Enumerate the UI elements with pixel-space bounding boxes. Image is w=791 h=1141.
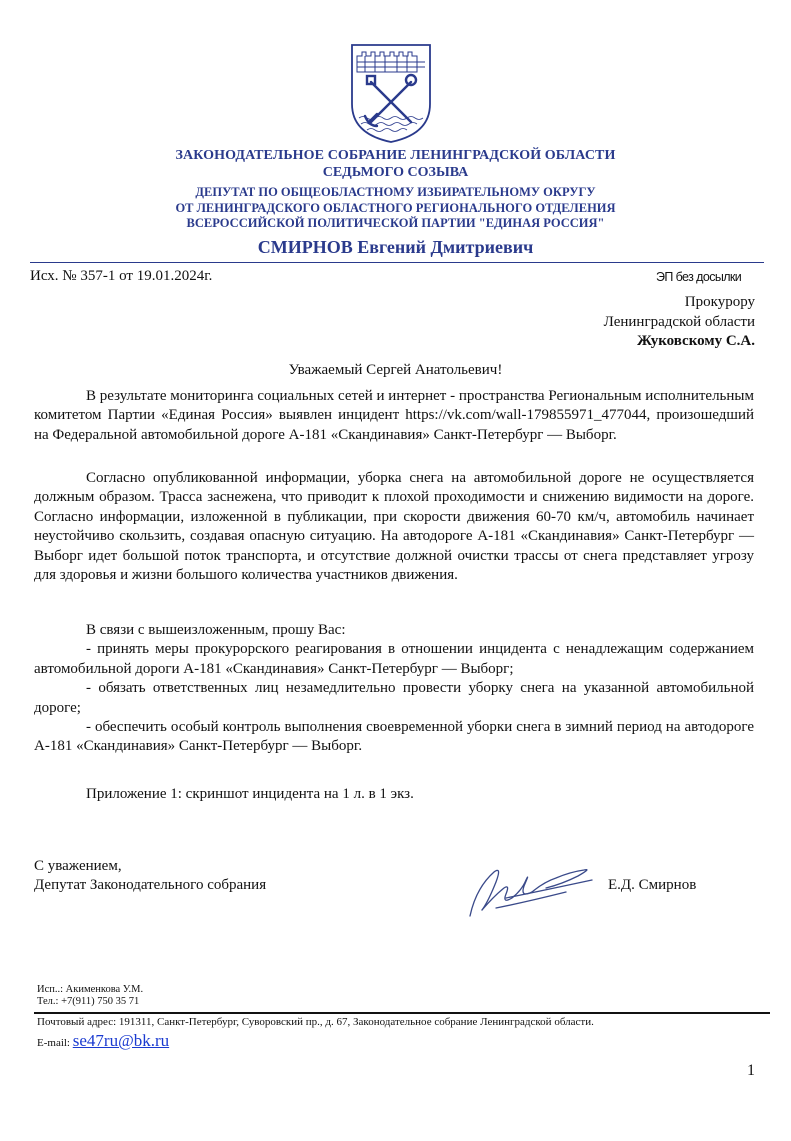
- request-item: - обязать ответственных лиц незамедлительно провести уборку снега на указанной автомобильной дороге;: [34, 680, 754, 716]
- postal-label: Почтовый адрес:: [37, 1016, 117, 1028]
- deputy-title-line1: ДЕПУТАТ ПО ОБЩЕОБЛАСТНОМУ ИЗБИРАТЕЛЬНОМУ ОКРУГУ: [195, 185, 596, 199]
- signer-position: Депутат Законодательного собрания: [34, 877, 267, 893]
- addressee-name: Жуковскому С.А.: [637, 333, 755, 349]
- deputy-title-line2: ОТ ЛЕНИНГРАДСКОГО ОБЛАСТНОГО РЕГИОНАЛЬНОГО ОТДЕЛЕНИЯ: [175, 200, 616, 215]
- paragraph-details: [34, 469, 754, 585]
- handwritten-signature: [466, 858, 598, 922]
- paragraph-text: В результате мониторинга социальных сетей и интернет - пространства Региональным исполнительным комитетом Партии «Единая Россия» выявлен инцидент https://vk.com/wall-179855971_477044, произошедший на Федеральной автомобильной дороге А-181 «Скандинавия» Санкт-Петербург — Выборг.: [34, 388, 754, 443]
- regards: С уважением,: [34, 858, 122, 874]
- deputy-name: СМИРНОВ Евгений Дмитриевич: [257, 237, 534, 257]
- delivery-stamp: ЭП без досылки: [656, 270, 742, 284]
- executor-phone: Тел.: +7(911) 750 35 71: [37, 996, 140, 1007]
- request-item: - обеспечить особый контроль выполнения своевременной уборки снега в зимний период на автодороге А-181 «Скандинавия» Санкт-Петербург — Выборг.: [34, 719, 754, 755]
- signer-name: Е.Д. Смирнов: [608, 877, 697, 893]
- request-block: [34, 621, 754, 757]
- attachment-note: Приложение 1: скриншот инцидента на 1 л. в 1 экз.: [86, 786, 414, 802]
- request-lead: В связи с вышеизложенным, прошу Вас:: [86, 622, 346, 638]
- addressee-region: Ленинградской области: [603, 314, 755, 330]
- addressee-position: Прокурору: [684, 294, 755, 310]
- email-line: [37, 1031, 169, 1051]
- deputy-title: [0, 185, 791, 232]
- convocation: СЕДЬМОГО СОЗЫВА: [322, 165, 469, 180]
- executor: Исп..: Акименкова У.М.: [37, 984, 144, 995]
- coat-of-arms-icon: [349, 42, 433, 144]
- greeting: Уважаемый Сергей Анатольевич!: [288, 362, 503, 378]
- legislature-name: ЗАКОНОДАТЕЛЬНОЕ СОБРАНИЕ ЛЕНИНГРАДСКОЙ ОБЛАСТИ: [175, 148, 616, 163]
- footer-divider: [34, 1012, 770, 1014]
- page-number: 1: [747, 1062, 755, 1079]
- postal-value: 191311, Санкт-Петербург, Суворовский пр., д. 67, Законодательное собрание Ленинградской области.: [118, 1016, 594, 1028]
- email-label: E-mail:: [37, 1037, 70, 1049]
- email-link[interactable]: se47ru@bk.ru: [72, 1031, 170, 1050]
- request-item: - принять меры прокурорского реагирования в отношении инцидента с ненадлежащим содержанием автомобильной дороги А-181 «Скандинавия» Санкт-Петербург — Выборг;: [34, 641, 754, 677]
- paragraph-text: Согласно опубликованной информации, уборка снега на автомобильной дороге не осуществляется должным образом. Трасса заснежена, что приводит к плохой проходимости и снижению видимости на дороге. Согласно информации, изложенной в публикации, при скорости движения 60-70 км/ч, автомобиль начинает неустойчиво скользить, создавая опасную ситуацию. На автодороге А-181 «Скандинавия» Санкт-Петербург — Выборг идет большой поток транспорта, и отсутствие должной очистки трассы от снега представляет угрозу для здоровья и жизни большого количества участников движения.: [34, 470, 754, 584]
- paragraph-incident: [34, 387, 754, 445]
- postal-address: [37, 1016, 594, 1028]
- header-divider: [30, 262, 764, 263]
- outgoing-number: Исх. № 357-1 от 19.01.2024г.: [30, 268, 213, 284]
- deputy-title-line3: ВСЕРОССИЙСКОЙ ПОЛИТИЧЕСКОЙ ПАРТИИ "ЕДИНАЯ РОССИЯ": [186, 216, 605, 230]
